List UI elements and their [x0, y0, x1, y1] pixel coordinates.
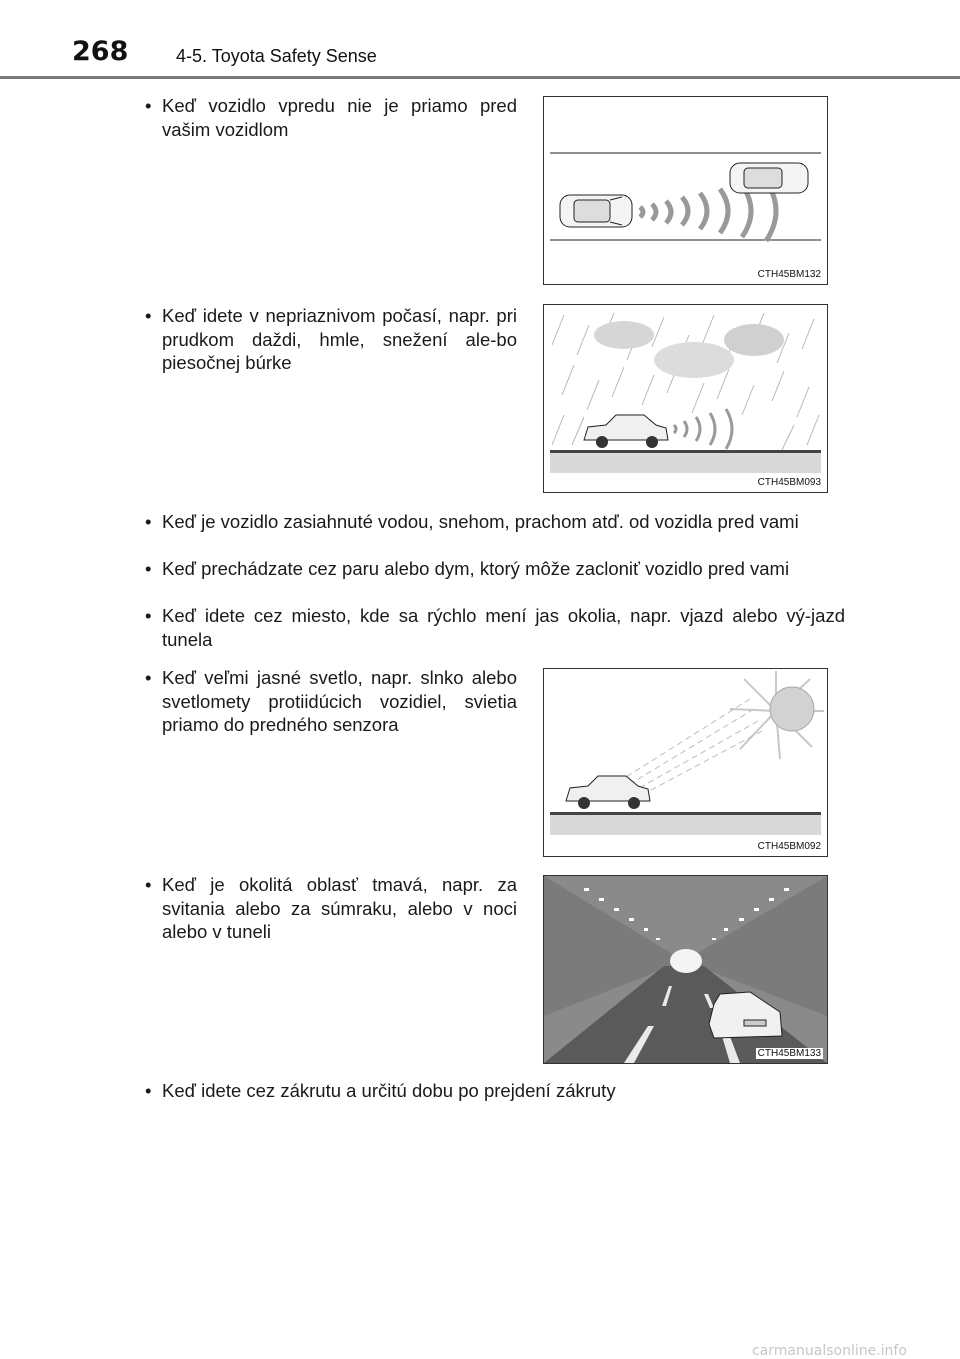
bullet-symbol: •: [145, 558, 152, 579]
bullet-symbol: •: [145, 605, 152, 626]
figure-code: CTH45BM093: [757, 477, 821, 488]
figure-tunnel: [543, 875, 828, 1064]
bullet-symbol: •: [145, 1080, 152, 1101]
figure-sun-glare: [543, 668, 828, 857]
bullet-text: Keď idete v nepriaznivom počasí, napr. pri prudkom daždi, hmle, snežení ale-bo piesočnej búrke: [162, 305, 517, 373]
radar-offset-vehicle-illustration: [544, 97, 827, 284]
figure-bad-weather: [543, 304, 828, 493]
bullet-text: Keď idete cez miesto, kde sa rýchlo mení jas okolia, napr. vjazd alebo vý-jazd tunela: [162, 605, 845, 650]
bullet-symbol: •: [145, 95, 152, 116]
page-header: [0, 0, 960, 80]
figure-code: CTH45BM132: [757, 269, 821, 280]
bullet-item: [145, 1079, 845, 1103]
car-side-icon: [584, 415, 668, 448]
own-car-icon: [560, 195, 632, 227]
bullet-item: [145, 94, 517, 141]
watermark: carmanualsonline.info: [752, 1343, 907, 1359]
bad-weather-radar-illustration: [544, 305, 827, 492]
sun-glare-illustration: [544, 669, 827, 856]
bullet-text: Keď je vozidlo zasiahnuté vodou, snehom, prachom atď. od vozidla pred vami: [162, 511, 799, 532]
bullet-text: Keď vozidlo vpredu nie je priamo pred vašim vozidlom: [162, 95, 517, 140]
bullet-item: [145, 666, 517, 737]
bullet-item: [145, 557, 845, 581]
bullet-text: Keď prechádzate cez paru alebo dym, ktorý môže zacloniť vozidlo pred vami: [162, 558, 790, 579]
bullet-text: Keď idete cez zákrutu a určitú dobu po prejdení zákruty: [162, 1080, 616, 1101]
figure-code: CTH45BM092: [757, 841, 821, 852]
page-number: 268: [72, 36, 129, 67]
bullet-symbol: •: [145, 667, 152, 688]
bullet-text: Keď veľmi jasné svetlo, napr. slnko alebo svetlomety protiidúcich vozidiel, svietia priamo do predného senzora: [162, 667, 517, 735]
bullet-item: [145, 510, 845, 534]
bullet-item: [145, 304, 517, 375]
figure-radar-offset: [543, 96, 828, 285]
section-title: 4-5. Toyota Safety Sense: [176, 46, 377, 66]
car-side-icon: [566, 776, 650, 809]
bullet-item: [145, 604, 845, 651]
bullet-text: Keď je okolitá oblasť tmavá, napr. za svitania alebo za súmraku, alebo v noci alebo v tuneli: [162, 874, 517, 942]
figure-code: CTH45BM133: [757, 1048, 821, 1059]
bullet-symbol: •: [145, 874, 152, 895]
bullet-item: [145, 873, 517, 944]
bullet-symbol: •: [145, 305, 152, 326]
bullet-symbol: •: [145, 511, 152, 532]
front-car-icon: [730, 163, 808, 193]
header-divider: [0, 76, 960, 79]
tunnel-illustration: [544, 876, 827, 1063]
